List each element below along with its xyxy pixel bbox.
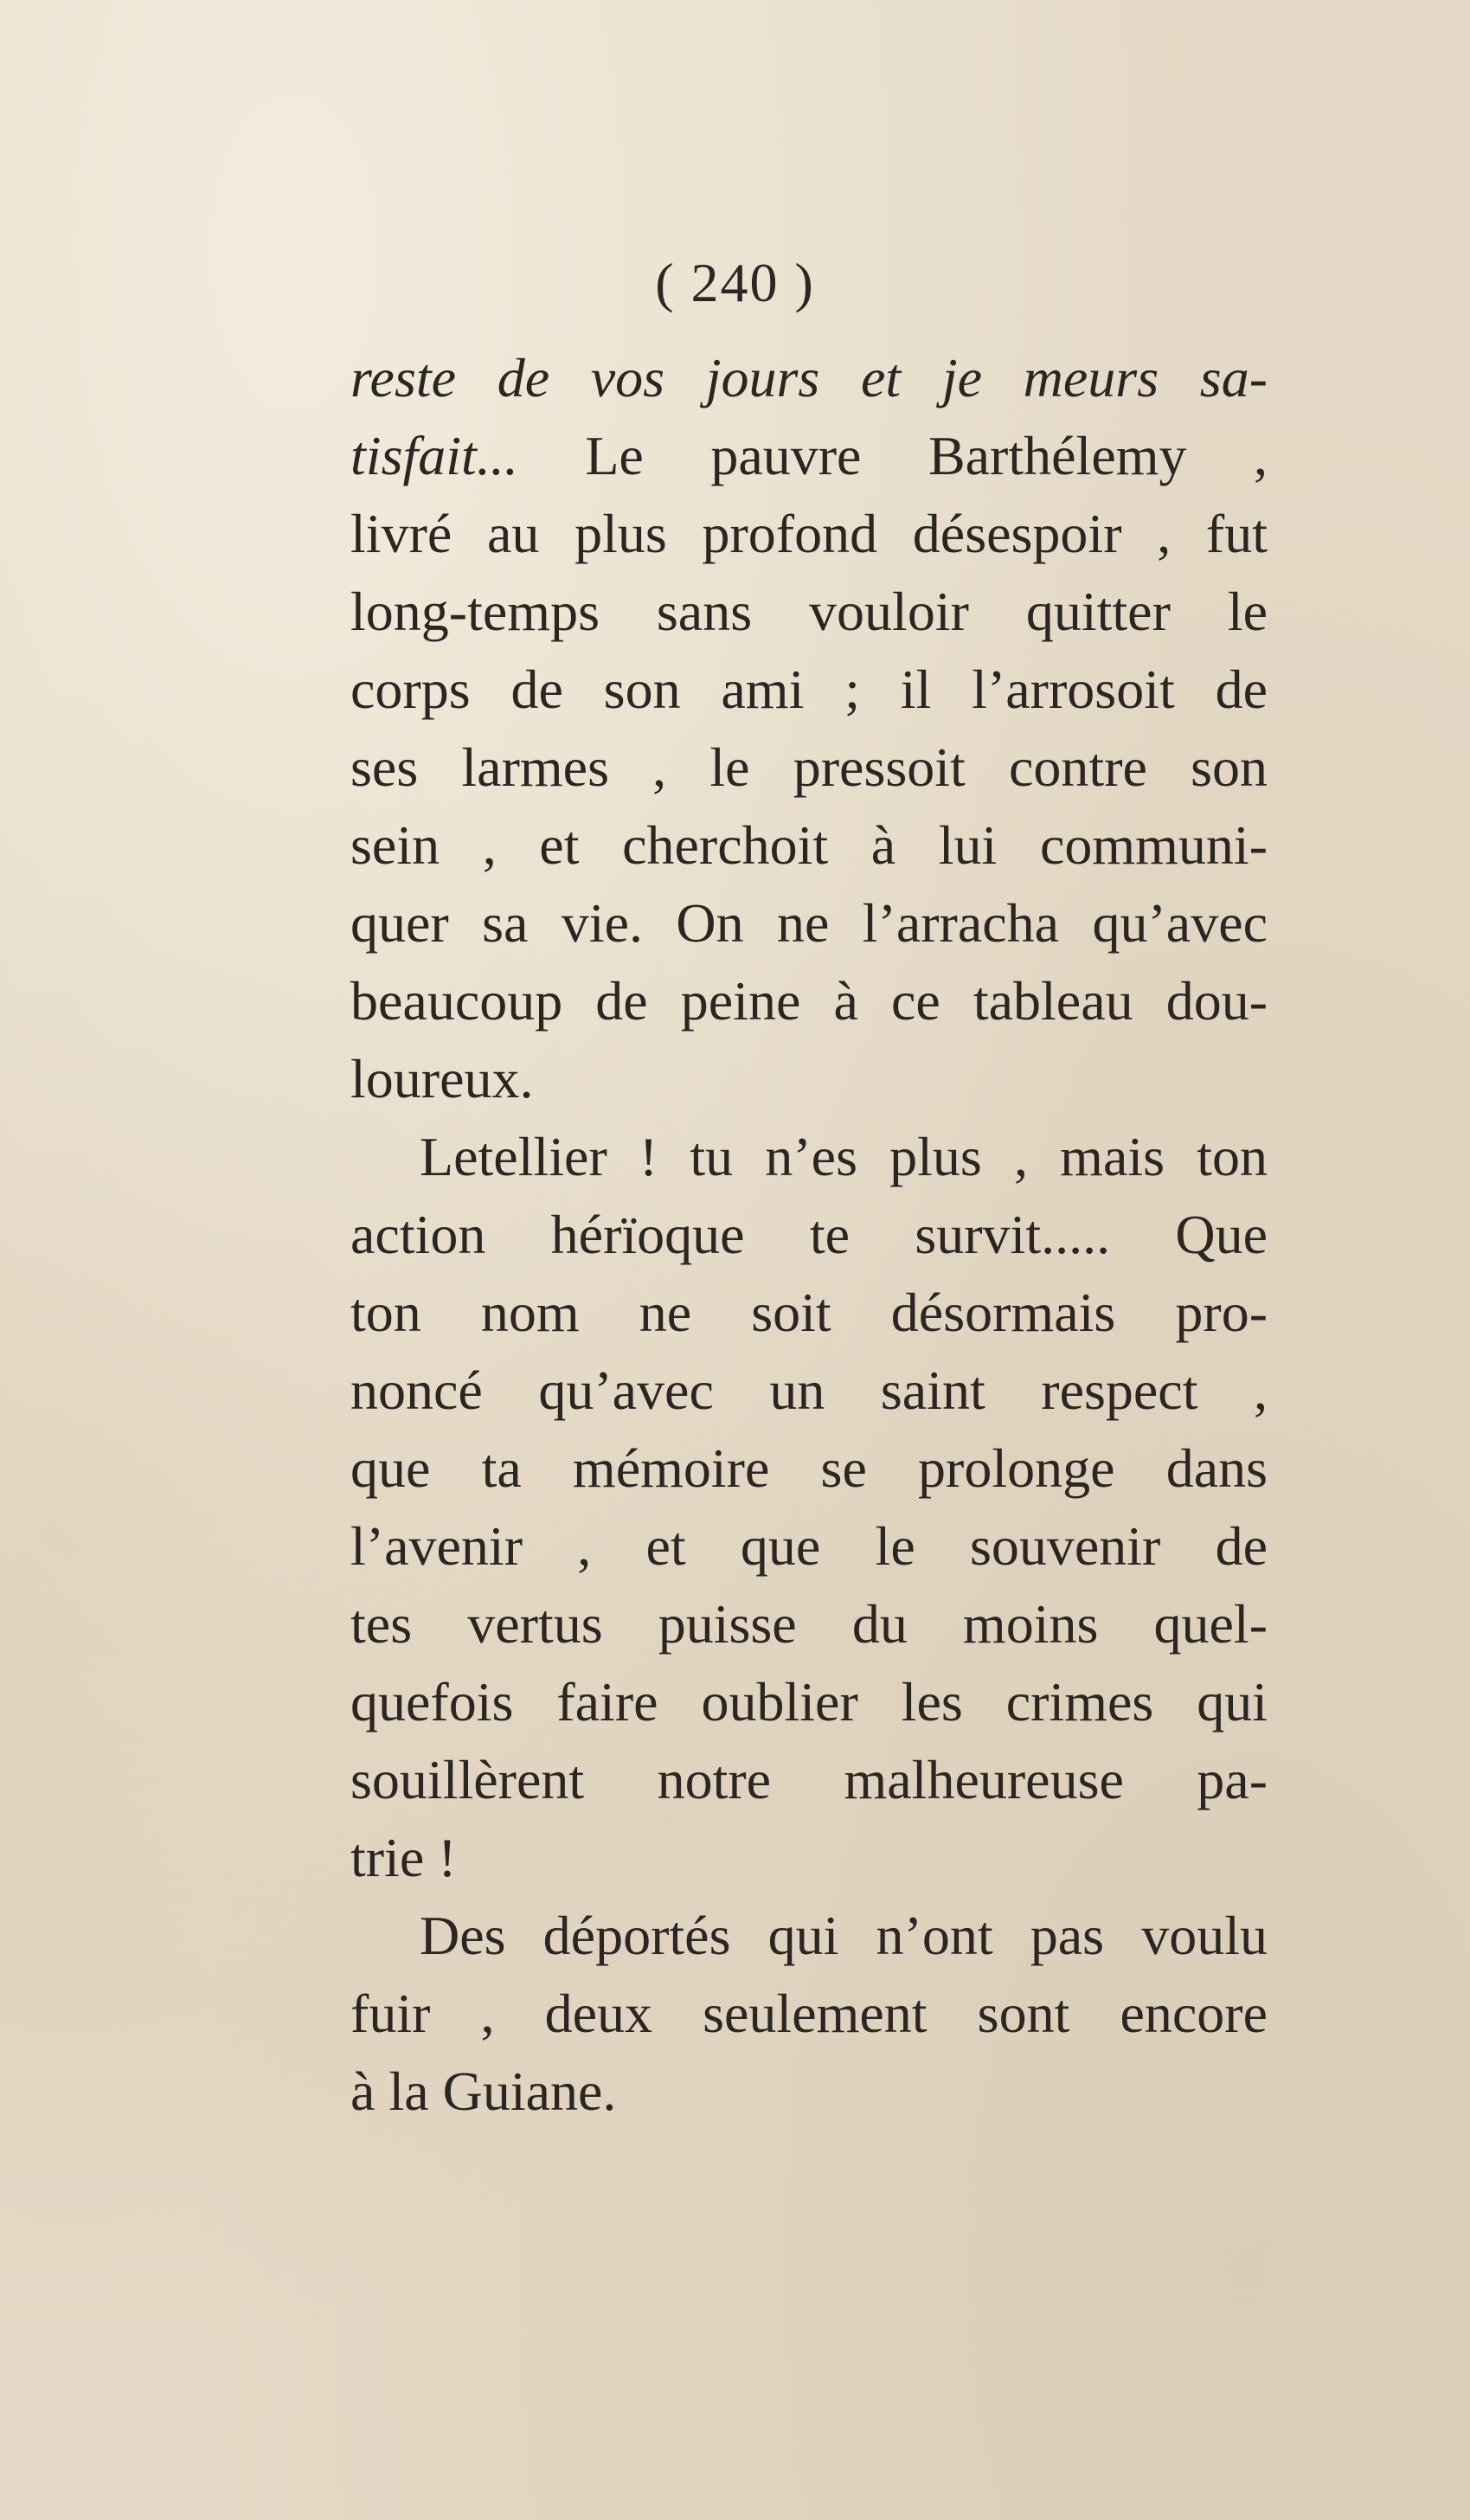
text-line: quer sa vie. On ne l’arracha qu’avec	[350, 892, 1268, 954]
text-line: ton nom ne soit désormais pro-	[350, 1282, 1268, 1343]
italic-fragment: tisfait...	[350, 425, 518, 486]
text-line: l’avenir , et que le souvenir de	[350, 1515, 1268, 1577]
text-line: reste de vos jours et je meurs sa-	[350, 347, 1268, 408]
body-text	[350, 339, 1268, 2131]
text-line: souillèrent notre malheureuse pa-	[350, 1749, 1268, 1810]
text-line: trie !	[350, 1827, 457, 1888]
text-line: noncé qu’avec un saint respect ,	[350, 1360, 1268, 1421]
text-line: quefois faire oublier les crimes qui	[350, 1671, 1268, 1732]
page-number: ( 240 )	[655, 252, 815, 313]
text-line: action hérïoque te survit..... Que	[350, 1204, 1268, 1265]
paragraph-2	[350, 1118, 1268, 1897]
text-line: ses larmes , le pressoit contre son	[350, 736, 1268, 798]
paragraph-1	[350, 339, 1268, 1118]
text-line: Des déportés qui n’ont pas voulu	[420, 1905, 1268, 1966]
text-line	[350, 417, 1268, 495]
text-line: fuir , deux seulement sont encore	[350, 1983, 1268, 2044]
text-line: sein , et cherchoit à lui communi-	[350, 814, 1268, 876]
text-line: livré au plus profond désespoir , fut	[350, 503, 1268, 564]
paragraph-3	[350, 1897, 1268, 2131]
text-line: long-temps sans vouloir quitter le	[350, 581, 1268, 642]
text-line: corps de son ami ; il l’arrosoit de	[350, 659, 1268, 720]
text-line: que ta mémoire se prolonge dans	[350, 1437, 1268, 1499]
text-line: loureux.	[350, 1048, 534, 1109]
text-line: beaucoup de peine à ce tableau dou-	[350, 970, 1268, 1032]
text-fragment: Le pauvre Barthélemy ,	[517, 425, 1268, 486]
text-line: Letellier ! tu n’es plus , mais ton	[420, 1126, 1268, 1187]
text-line: à la Guiane.	[350, 2060, 617, 2122]
text-line: tes vertus puisse du moins quel-	[350, 1593, 1268, 1655]
